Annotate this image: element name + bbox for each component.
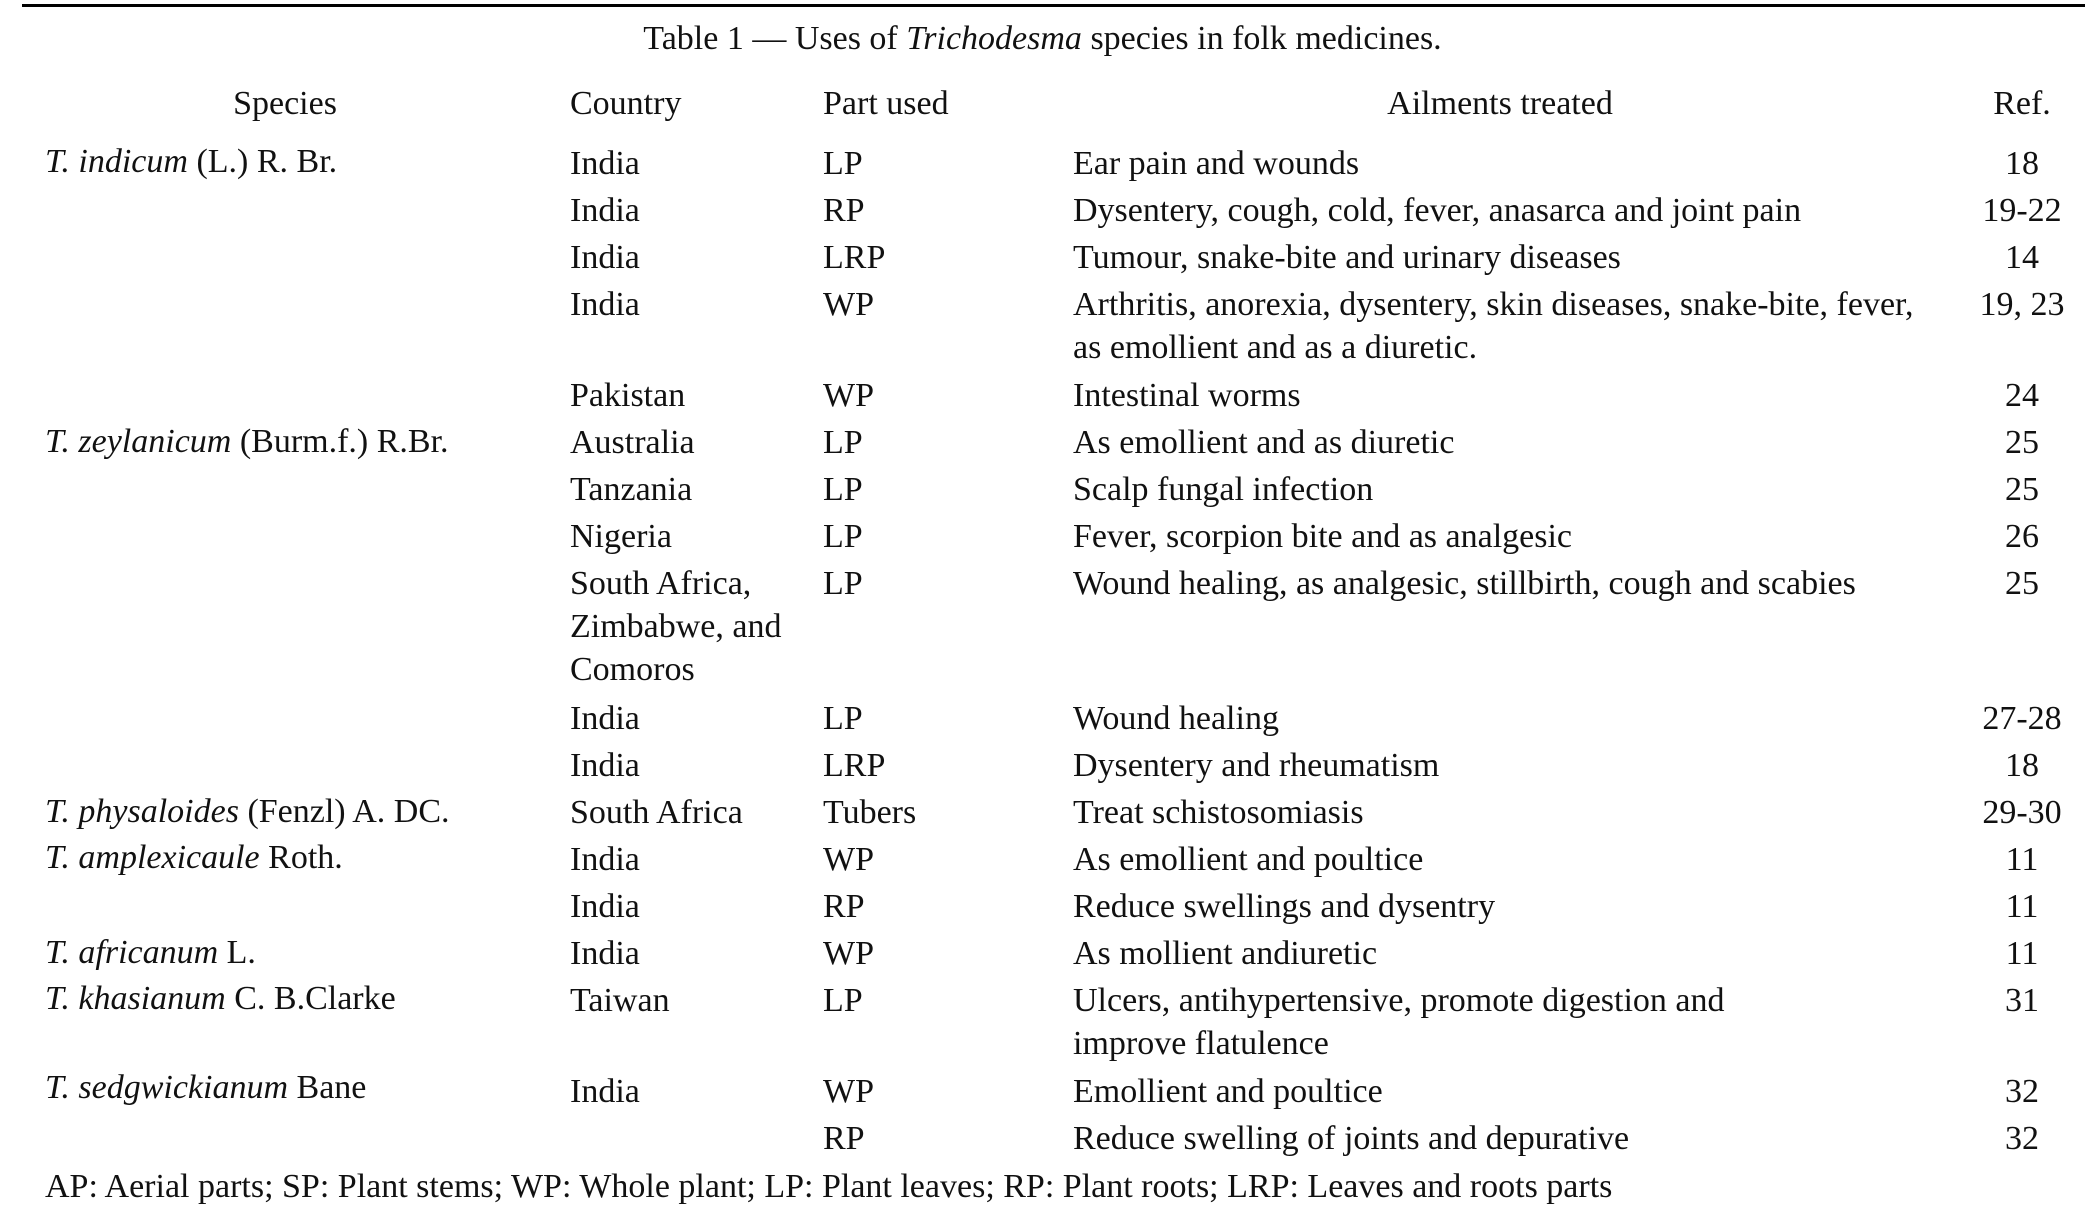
ref-cell: 26 — [2005, 518, 2039, 555]
country-cell: South Africa, Zimbabwe, and Comoros — [570, 565, 782, 688]
species-cell: T. zeylanicum (Burm.f.) R.Br. — [45, 423, 449, 460]
country-cell: India — [570, 841, 640, 878]
ref-cell: 11 — [2005, 888, 2039, 925]
country-cell: India — [570, 747, 640, 784]
ref-cell: 24 — [2005, 377, 2039, 414]
caption-genus: Trichodesma — [906, 20, 1082, 57]
ailments-cell: Emollient and poultice — [1073, 1073, 1383, 1110]
part-cell: Tubers — [823, 794, 917, 831]
ailments-cell: Scalp fungal infection — [1073, 471, 1374, 508]
country-cell: Tanzania — [570, 471, 693, 508]
part-cell: LP — [823, 565, 863, 602]
country-cell: India — [570, 145, 640, 182]
ailments-cell: Tumour, snake-bite and urinary diseases — [1073, 239, 1621, 276]
country-cell: India — [570, 192, 640, 229]
ref-cell: 25 — [2005, 471, 2039, 508]
country-cell: South Africa — [570, 794, 743, 831]
ref-cell: 25 — [2005, 565, 2039, 602]
part-cell: WP — [823, 935, 874, 972]
ailments-cell: Treat schistosomiasis — [1073, 794, 1364, 831]
part-cell: WP — [823, 1073, 874, 1110]
species-cell: T. physaloides (Fenzl) A. DC. — [45, 793, 450, 830]
species-cell: T. khasianum C. B.Clarke — [45, 980, 396, 1017]
ref-cell: 11 — [2005, 841, 2039, 878]
ref-cell: 29-30 — [1982, 794, 2062, 831]
ailments-cell: Wound healing, as analgesic, stillbirth, cough and scabies — [1073, 565, 1856, 602]
country-cell: India — [570, 700, 640, 737]
part-cell: RP — [823, 1120, 865, 1157]
part-cell: LP — [823, 982, 863, 1019]
column-header-part-used: Part used — [823, 85, 949, 122]
species-cell: T. sedgwickianum Bane — [45, 1069, 367, 1106]
column-header-species: Species — [233, 85, 337, 122]
ailments-cell: Intestinal worms — [1073, 377, 1301, 414]
country-cell: India — [570, 935, 640, 972]
ref-cell: 19, 23 — [1979, 286, 2065, 323]
table-footnote: AP: Aerial parts; SP: Plant stems; WP: Whole plant; LP: Plant leaves; RP: Plant roots; LRP: Leaves and roots parts — [45, 1168, 1613, 1205]
part-cell: LRP — [823, 747, 886, 784]
country-cell: Taiwan — [570, 982, 670, 1019]
ailments-cell: Fever, scorpion bite and as analgesic — [1073, 518, 1573, 555]
column-header-country: Country — [570, 85, 682, 122]
country-cell: India — [570, 888, 640, 925]
ailments-cell: Wound healing — [1073, 700, 1279, 737]
part-cell: WP — [823, 841, 874, 878]
part-cell: LP — [823, 471, 863, 508]
ref-cell: 11 — [2005, 935, 2039, 972]
part-cell: WP — [823, 286, 874, 323]
ref-cell: 18 — [2005, 747, 2039, 784]
caption-prefix: Table 1 — Uses of — [643, 20, 907, 57]
part-cell: RP — [823, 888, 865, 925]
country-cell: India — [570, 286, 640, 323]
ailments-cell: As mollient andiuretic — [1073, 935, 1378, 972]
species-cell: T. indicum (L.) R. Br. — [45, 143, 338, 180]
part-cell: LP — [823, 145, 863, 182]
country-cell: Nigeria — [570, 518, 672, 555]
species-cell: T. amplexicaule Roth. — [45, 839, 343, 876]
ref-cell: 19-22 — [1982, 192, 2062, 229]
part-cell: RP — [823, 192, 865, 229]
part-cell: WP — [823, 377, 874, 414]
ailments-cell: Ear pain and wounds — [1073, 145, 1360, 182]
ailments-cell: Dysentery, cough, cold, fever, anasarca and joint pain — [1073, 192, 1802, 229]
table-top-rule — [22, 4, 2085, 7]
part-cell: LP — [823, 424, 863, 461]
ailments-cell: Dysentery and rheumatism — [1073, 747, 1440, 784]
species-cell: T. africanum L. — [45, 934, 256, 971]
country-cell: Pakistan — [570, 377, 686, 414]
table-caption — [0, 22, 2085, 56]
ref-cell: 18 — [2005, 145, 2039, 182]
ailments-cell: Reduce swelling of joints and depurative — [1073, 1120, 1630, 1157]
country-cell: India — [570, 239, 640, 276]
ailments-cell: As emollient and poultice — [1073, 841, 1424, 878]
part-cell: LP — [823, 700, 863, 737]
column-header-ref: Ref. — [1993, 85, 2051, 122]
ref-cell: 25 — [2005, 424, 2039, 461]
ref-cell: 32 — [2005, 1120, 2039, 1157]
ref-cell: 27-28 — [1982, 700, 2062, 737]
caption-suffix: species in folk medicines. — [1081, 20, 1442, 57]
ref-cell: 31 — [2005, 982, 2039, 1019]
country-cell: Australia — [570, 424, 695, 461]
column-header-ailments: Ailments treated — [1387, 85, 1613, 122]
part-cell: LRP — [823, 239, 886, 276]
ref-cell: 32 — [2005, 1073, 2039, 1110]
ailments-cell: Ulcers, antihypertensive, promote digestion and improve flatulence — [1073, 982, 1725, 1062]
country-cell: India — [570, 1073, 640, 1110]
part-cell: LP — [823, 518, 863, 555]
ailments-cell: Arthritis, anorexia, dysentery, skin diseases, snake-bite, fever, as emollient and as a diuretic. — [1073, 286, 1914, 366]
ref-cell: 14 — [2005, 239, 2039, 276]
ailments-cell: As emollient and as diuretic — [1073, 424, 1455, 461]
ailments-cell: Reduce swellings and dysentry — [1073, 888, 1496, 925]
